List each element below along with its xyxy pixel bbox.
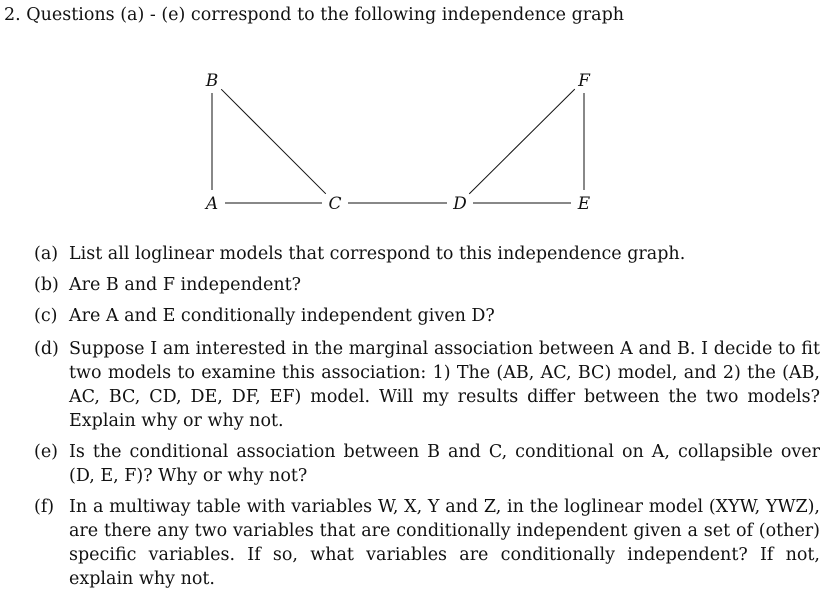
- node-E: E: [577, 194, 591, 214]
- question-label: (a): [34, 244, 59, 264]
- question-text: List all loglinear models that correspond to this independence graph.: [69, 244, 686, 264]
- question-label: (d): [34, 339, 59, 359]
- question-f: [34, 495, 820, 591]
- question-e: [34, 440, 820, 488]
- node-A: A: [205, 194, 219, 214]
- node-C: C: [328, 194, 342, 214]
- edge-D-F: [469, 89, 575, 194]
- question-b: [34, 273, 820, 297]
- graph-edges: [212, 89, 584, 203]
- node-B: B: [205, 71, 219, 91]
- node-F: F: [578, 71, 590, 91]
- question-text: Is the conditional association between B and C, conditional on A, collapsible over (D, E, F)? Why or why not?: [69, 442, 820, 486]
- question-text: Are B and F independent?: [69, 275, 302, 295]
- question-label: (e): [34, 442, 59, 462]
- question-header: 2. Questions (a) - (e) correspond to the following independence graph: [4, 5, 625, 25]
- node-D: D: [453, 194, 467, 214]
- graph-nodes: [204, 71, 591, 214]
- question-text: Suppose I am interested in the marginal association between A and B. I decide to fit two models to examine this association: 1) The (AB, AC, BC) model, and 2) the (AB, AC, BC, CD, DE, DF, EF) model. Will my results differ between the two models? Explain why or why not.: [69, 339, 820, 431]
- question-a: [34, 242, 820, 266]
- question-label: (f): [34, 497, 55, 517]
- question-d: [34, 337, 820, 433]
- question-c: [34, 304, 820, 328]
- independence-graph: [0, 60, 827, 220]
- question-text: Are A and E conditionally independent given D?: [69, 306, 495, 326]
- question-label: (c): [34, 306, 58, 326]
- edge-B-C: [221, 89, 326, 194]
- question-label: (b): [34, 275, 59, 295]
- question-text: In a multiway table with variables W, X, Y and Z, in the loglinear model (XYW, YWZ), are there any two variables that are conditionally independent given a set of (other) specific variables. If so, what variables are conditionally independent? If not, explain why not.: [69, 497, 820, 589]
